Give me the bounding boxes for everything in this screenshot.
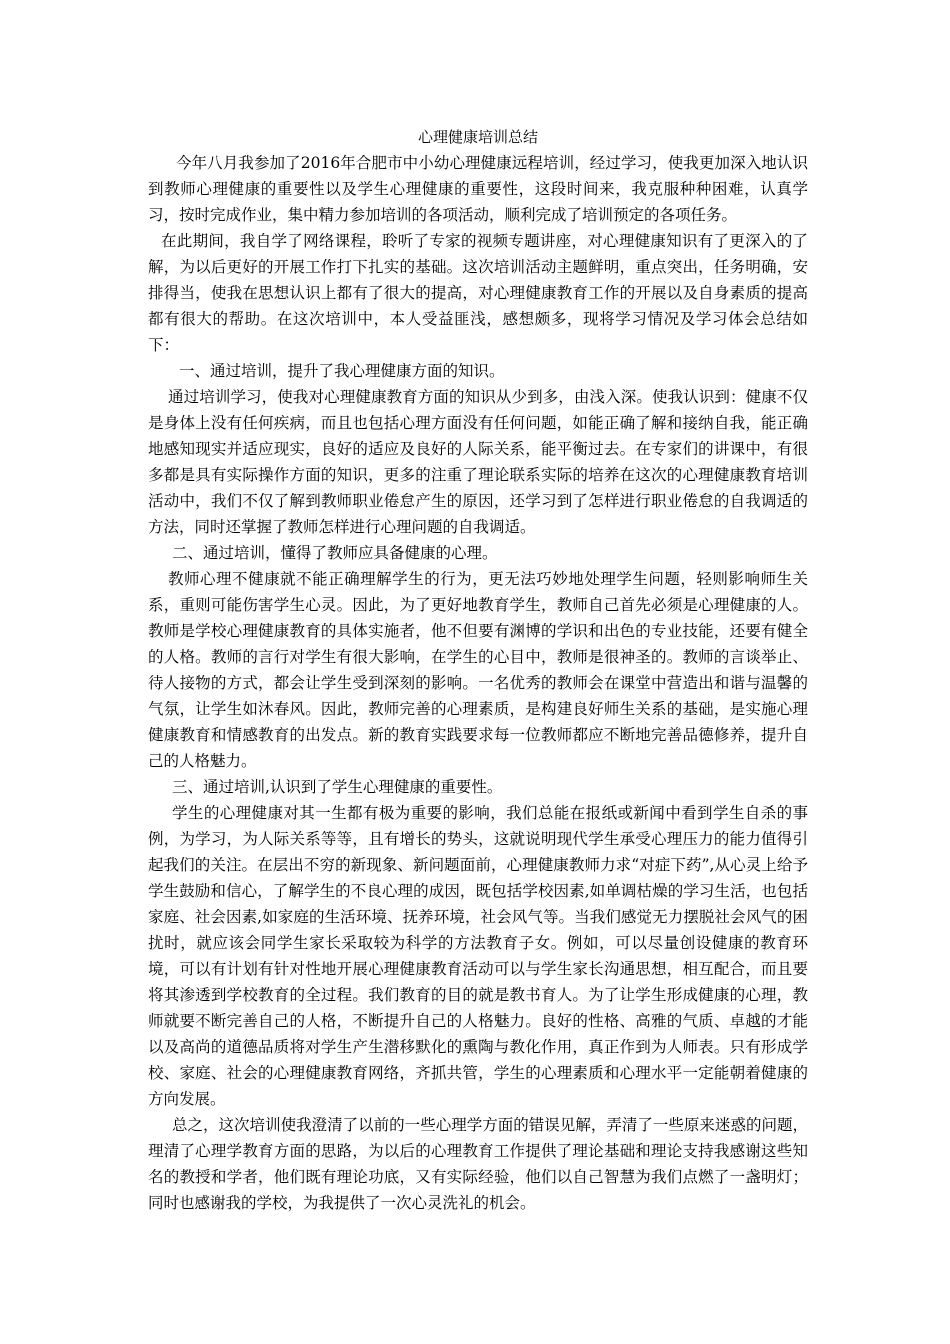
paragraph-section-2: 教师心理不健康就不能正确理解学生的行为，更无法巧妙地处理学生问题，轻则影响师生关系，重则可能伤害学生心灵。因此，为了更好地教育学生，教师自己首先必须是心理健康的人。教师是学校心理健康教育的具体实施者，他不但要有渊博的学识和出色的专业技能，还要有健全的人格。教师的言行对学生有很大影响，在学生的心目中，教师是很神圣的。教师的言谈举止、待人接物的方式，都会让学生受到深刻的影响。一名优秀的教师会在课堂中营造出和谐与温馨的气氛，让学生如沐春风。因此，教师完善的心理素质，是构建良好师生关系的基础，是实施心理健康教育和情感教育的出发点。新的教育实践要求每一位教师都应不断地完善品德修养，提升自己的人格魅力。 — [148, 570, 808, 770]
section-heading-1: 一、通过培训，提升了我心理健康方面的知识。 — [179, 362, 505, 380]
paragraph-period: 在此期间，我自学了网络课程，聆听了专家的视频专题讲座，对心理健康知识有了更深入的了解，为以后更好的开展工作打下扎实的基础。这次培训活动主题鲜明，重点突出，任务明确，安排得当，使我在思想认识上都有了很大的提高，对心理健康教育工作的开展以及自身素质的提高都有很大的帮助。在这次培训中，本人受益匪浅，感想颇多，现将学习情况及学习体会总结如下： — [148, 232, 808, 354]
document-title: 心理健康培训总结 — [417, 128, 538, 146]
paragraph-intro: 今年八月我参加了2016年合肥市中小幼心理健康远程培训，经过学习，使我更加深入地认识到教师心理健康的重要性以及学生心理健康的重要性，这段时间来，我克服种种困难，认真学习，按时完成作业，集中精力参加培训的各项活动，顺利完成了培训预定的各项任务。 — [148, 154, 808, 224]
paragraph-section-1: 通过培训学习，使我对心理健康教育方面的知识从少到多，由浅入深。使我认识到：健康不仅是身体上没有任何疾病，而且也包括心理方面没有任何问题，如能正确了解和接纳自我，能正确地感知现实并适应现实，良好的适应及良好的人际关系，能平衡过去。在专家们的讲课中，有很多都是具有实际操作方面的知识，更多的注重了理论联系实际的培养在这次的心理健康教育培训活动中，我们不仅了解到教师职业倦怠产生的原因，还学习到了怎样进行职业倦怠的自我调适的方法，同时还掌握了教师怎样进行心理问题的自我调适。 — [148, 388, 808, 536]
document-page — [148, 124, 808, 1216]
section-heading-2: 二、通过培训，懂得了教师应具备健康的心理。 — [172, 544, 498, 562]
section-heading-3: 三、通过培训,认识到了学生心理健康的重要性。 — [172, 778, 503, 796]
paragraph-conclusion: 总之，这次培训使我澄清了以前的一些心理学方面的错误见解，弄清了一些原来迷惑的问题，理清了心理学教育方面的思路，为以后的心理教育工作提供了理论基础和理论支持我感谢这些知名的教授和学者，他们既有理论功底，又有实际经验，他们以自己智慧为我们点燃了一盏明灯；同时也感谢我的学校，为我提供了一次心灵洗礼的机会。 — [148, 1116, 808, 1212]
paragraph-section-3: 学生的心理健康对其一生都有极为重要的影响，我们总能在报纸或新闻中看到学生自杀的事例，为学习，为人际关系等等，且有增长的势头，这就说明现代学生承受心理压力的能力值得引起我们的关注。在层出不穷的新现象、新问题面前，心理健康教师力求“对症下药”,从心灵上给予学生鼓励和信心，了解学生的不良心理的成因，既包括学校因素,如单调枯燥的学习生活，也包括家庭、社会因素,如家庭的生活环境、抚养环境，社会风气等。当我们感觉无力摆脱社会风气的困扰时，就应该会同学生家长采取较为科学的方法教育子女。例如，可以尽量创设健康的教育环境，可以有计划有针对性地开展心理健康教育活动可以与学生家长沟通思想，相互配合，而且要将其渗透到学校教育的全过程。我们教育的目的就是教书育人。为了让学生形成健康的心理，教师就要不断完善自己的人格，不断提升自己的人格魅力。良好的性格、高雅的气质、卓越的才能以及高尚的道德品质将对学生产生潜移默化的熏陶与教化作用，真正作到为人师表。只有形成学校、家庭、社会的心理健康教育网络，齐抓共管，学生的心理素质和心理水平一定能朝着健康的方向发展。 — [148, 804, 808, 1108]
